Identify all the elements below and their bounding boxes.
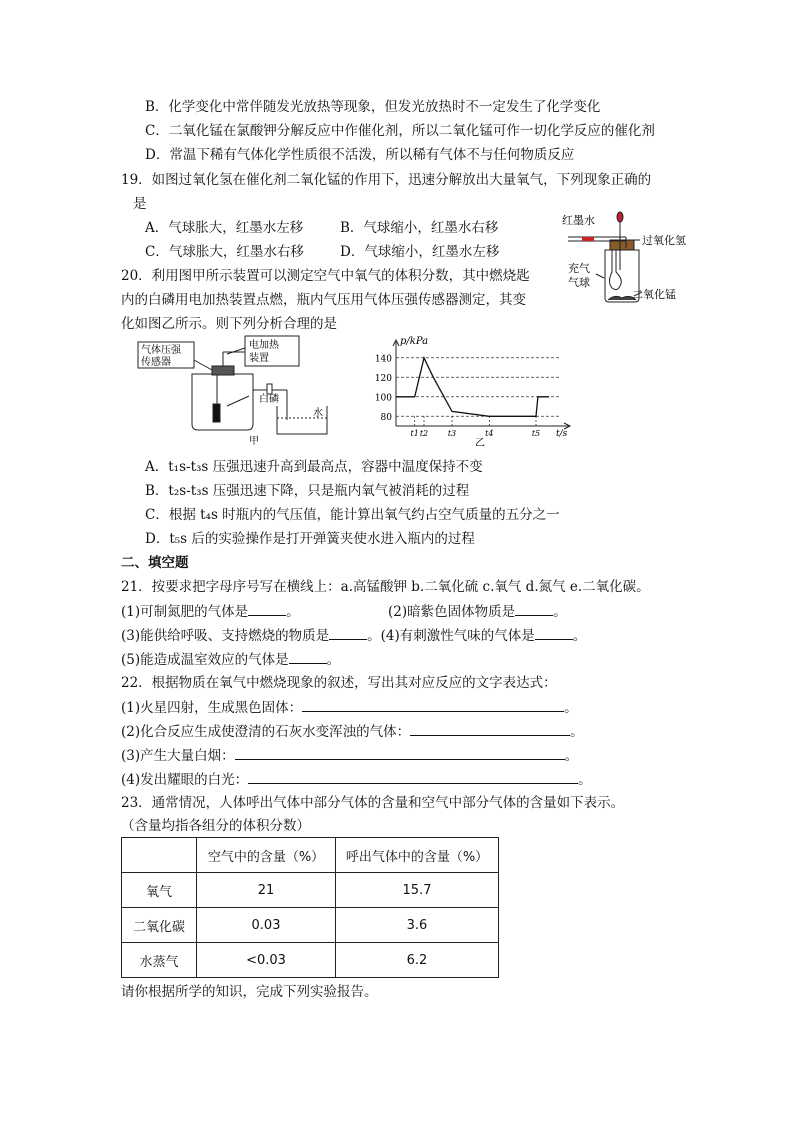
x-tick-label: t2 [419, 429, 429, 438]
table-header-cell: 呼出气体中的含量（%） [336, 838, 499, 873]
table-cell: 氧气 [122, 873, 197, 908]
chart-caption: 乙 [475, 438, 485, 446]
q22-part-2 [121, 722, 584, 741]
y-tick-label: 140 [374, 354, 392, 365]
x-tick-label: t3 [447, 429, 457, 438]
q20-option-a: A．t₁s-t₃s 压强迅速升高到最高点，容器中温度保持不变 [145, 459, 483, 475]
q22-answer-3[interactable] [235, 746, 565, 760]
table-row [122, 908, 499, 943]
q21-part-5 [121, 650, 340, 669]
q21-part-2 [388, 602, 567, 621]
q21-part-5-end: 。 [326, 652, 341, 668]
q19-option-a: A．气球胀大，红墨水左移 [145, 220, 304, 236]
q19-fig-mno2-label: 二氧化锰 [632, 288, 676, 301]
q20-stem-2: 内的白磷用电加热装置点燃，瓶内气压用气体压强传感器测定，其变 [121, 292, 526, 308]
y-tick-label: 100 [374, 393, 392, 404]
q22-part-3-end: 。 [564, 748, 579, 764]
q22-answer-2[interactable] [410, 722, 570, 736]
q19-fig-balloon-label-2: 气球 [568, 276, 590, 289]
q20-option-c: C．根据 t₄s 时瓶内的气压值，能计算出氧气约占空气质量的五分之一 [145, 507, 560, 523]
table-cell: 6.2 [336, 943, 499, 978]
q21-part-3-end: 。 [367, 628, 381, 644]
table-header-row [122, 838, 499, 873]
q23-stem: 23．通常情况，人体呼出气体中部分气体的含量和空气中部分气体的含量如下表示。 [121, 795, 625, 811]
table-header-cell: 空气中的含量（%） [197, 838, 336, 873]
q18-option-b: B．化学变化中常伴随发光放热等现象，但发光放热时不一定发生了化学变化 [145, 99, 601, 115]
q20-stem-3: 化如图乙所示。则下列分析合理的是 [121, 316, 337, 332]
x-tick-label: t4 [485, 429, 494, 438]
table-cell: 21 [197, 873, 336, 908]
q22-answer-4[interactable] [248, 770, 578, 784]
q21-part-1 [121, 602, 300, 621]
q22-answer-1[interactable] [302, 698, 564, 712]
q21-stem: 21．按要求把字母序号写在横线上：a.高锰酸钾 b.二氧化硫 c.氧气 d.氮气 e.二氧化碳。 [121, 579, 650, 595]
q19-fig-ink-label: 红墨水 [562, 214, 595, 227]
q21-part-1-end: 。 [286, 604, 300, 620]
q19-fig-h2o2-label: 过氧化氢 [642, 234, 686, 247]
q20-fig-heater-label-1: 电加热 [249, 340, 279, 351]
q22-part-4 [121, 770, 592, 789]
q19-stem: 19．如图过氧化氢在催化剂二氧化锰的作用下，迅速分解放出大量氧气，下列现象正确的 [121, 172, 652, 188]
q21-answer-3[interactable] [329, 626, 367, 640]
q20-option-b: B．t₂s-t₃s 压强迅速下降，只是瓶内氧气被消耗的过程 [145, 483, 470, 499]
q20-fig-sensor-label-2: 传感器 [141, 357, 171, 368]
q22-part-1-text: (1)火星四射，生成黑色固体： [121, 700, 303, 716]
x-tick-label: t5 [531, 429, 541, 438]
q21-part-3-4 [121, 626, 586, 645]
q23-gas-content-table [121, 837, 499, 978]
table-cell: 水蒸气 [122, 943, 197, 978]
q19-fig-balloon-label-1: 充气 [568, 262, 590, 275]
q22-part-4-text: (4)发出耀眼的白光： [121, 772, 249, 788]
q21-part-3-text: (3)能供给呼吸、支持燃烧的物质是 [121, 628, 330, 644]
q22-part-2-text: (2)化合反应生成使澄清的石灰水变浑浊的气体： [121, 724, 411, 740]
q19-option-c: C．气球胀大，红墨水右移 [145, 244, 304, 260]
q23-note: （含量均指各组分的体积分数） [121, 818, 310, 834]
q21-part-2-end: 。 [553, 604, 567, 620]
q22-part-1 [121, 698, 578, 717]
table-row [122, 943, 499, 978]
section-title-fill-in: 二、填空题 [121, 555, 189, 571]
table-cell: 二氧化碳 [122, 908, 197, 943]
q21-part-5-text: (5)能造成温室效应的气体是 [121, 652, 289, 668]
q19-option-d: D．气球缩小，红墨水左移 [340, 244, 500, 260]
y-axis-label: p/kPa [400, 336, 429, 347]
q21-answer-2[interactable] [515, 602, 553, 616]
q22-part-1-end: 。 [564, 700, 578, 716]
x-axis-label: t/s [556, 429, 568, 439]
q20-stem-1: 20．利用图甲所示装置可以测定空气中氧气的体积分数，其中燃烧匙 [121, 268, 530, 284]
q22-part-4-end: 。 [578, 772, 592, 788]
q21-part-4-text: (4)有刺激性气味的气体是 [380, 628, 535, 644]
table-cell: 0.03 [197, 908, 336, 943]
q22-part-3 [121, 746, 578, 765]
q21-answer-5[interactable] [289, 650, 327, 664]
q20-fig-water-label: 水 [313, 408, 323, 419]
pressure-series-line [396, 358, 549, 417]
q20-pressure-chart [366, 334, 576, 446]
q19-apparatus-figure [560, 210, 690, 310]
q20-fig-heater-label-2: 装置 [249, 353, 269, 364]
x-tick-label: t1 [410, 429, 419, 438]
q20-fig-sensor-label-1: 气体压强 [141, 345, 181, 356]
q23-tail: 请你根据所学的知识，完成下列实验报告。 [121, 984, 378, 1000]
q21-part-1-text: (1)可制氮肥的气体是 [121, 604, 249, 620]
q20-fig-caption-a: 甲 [249, 436, 259, 446]
q19-option-b: B．气球缩小，红墨水右移 [340, 220, 499, 236]
table-cell: 15.7 [336, 873, 499, 908]
q22-part-3-text: (3)产生大量白烟： [121, 748, 235, 764]
table-cell: <0.03 [197, 943, 336, 978]
q20-option-d: D．t₅s 后的实验操作是打开弹簧夹使水进入瓶内的过程 [145, 531, 475, 547]
y-tick-label: 120 [374, 373, 392, 384]
y-tick-label: 80 [380, 412, 392, 423]
q18-option-c: C．二氧化锰在氯酸钾分解反应中作催化剂，所以二氧化锰可作一切化学反应的催化剂 [145, 123, 655, 139]
q21-part-2-text: (2)暗紫色固体物质是 [388, 604, 516, 620]
q22-part-2-end: 。 [570, 724, 584, 740]
q21-part-4-end: 。 [572, 628, 587, 644]
q18-option-d: D．常温下稀有气体化学性质很不活泼，所以稀有气体不与任何物质反应 [145, 147, 575, 163]
q20-fig-phosphorus-label: 白磷 [259, 394, 279, 405]
table-row [122, 873, 499, 908]
q21-answer-1[interactable] [248, 602, 286, 616]
table-cell: 3.6 [336, 908, 499, 943]
q20-figure-a [137, 334, 337, 446]
q21-answer-4[interactable] [535, 626, 573, 640]
q19-stem-cont: 是 [133, 196, 147, 212]
q22-stem: 22．根据物质在氧气中燃烧现象的叙述，写出其对应反应的文字表达式： [121, 675, 557, 691]
table-header-cell [122, 838, 197, 873]
